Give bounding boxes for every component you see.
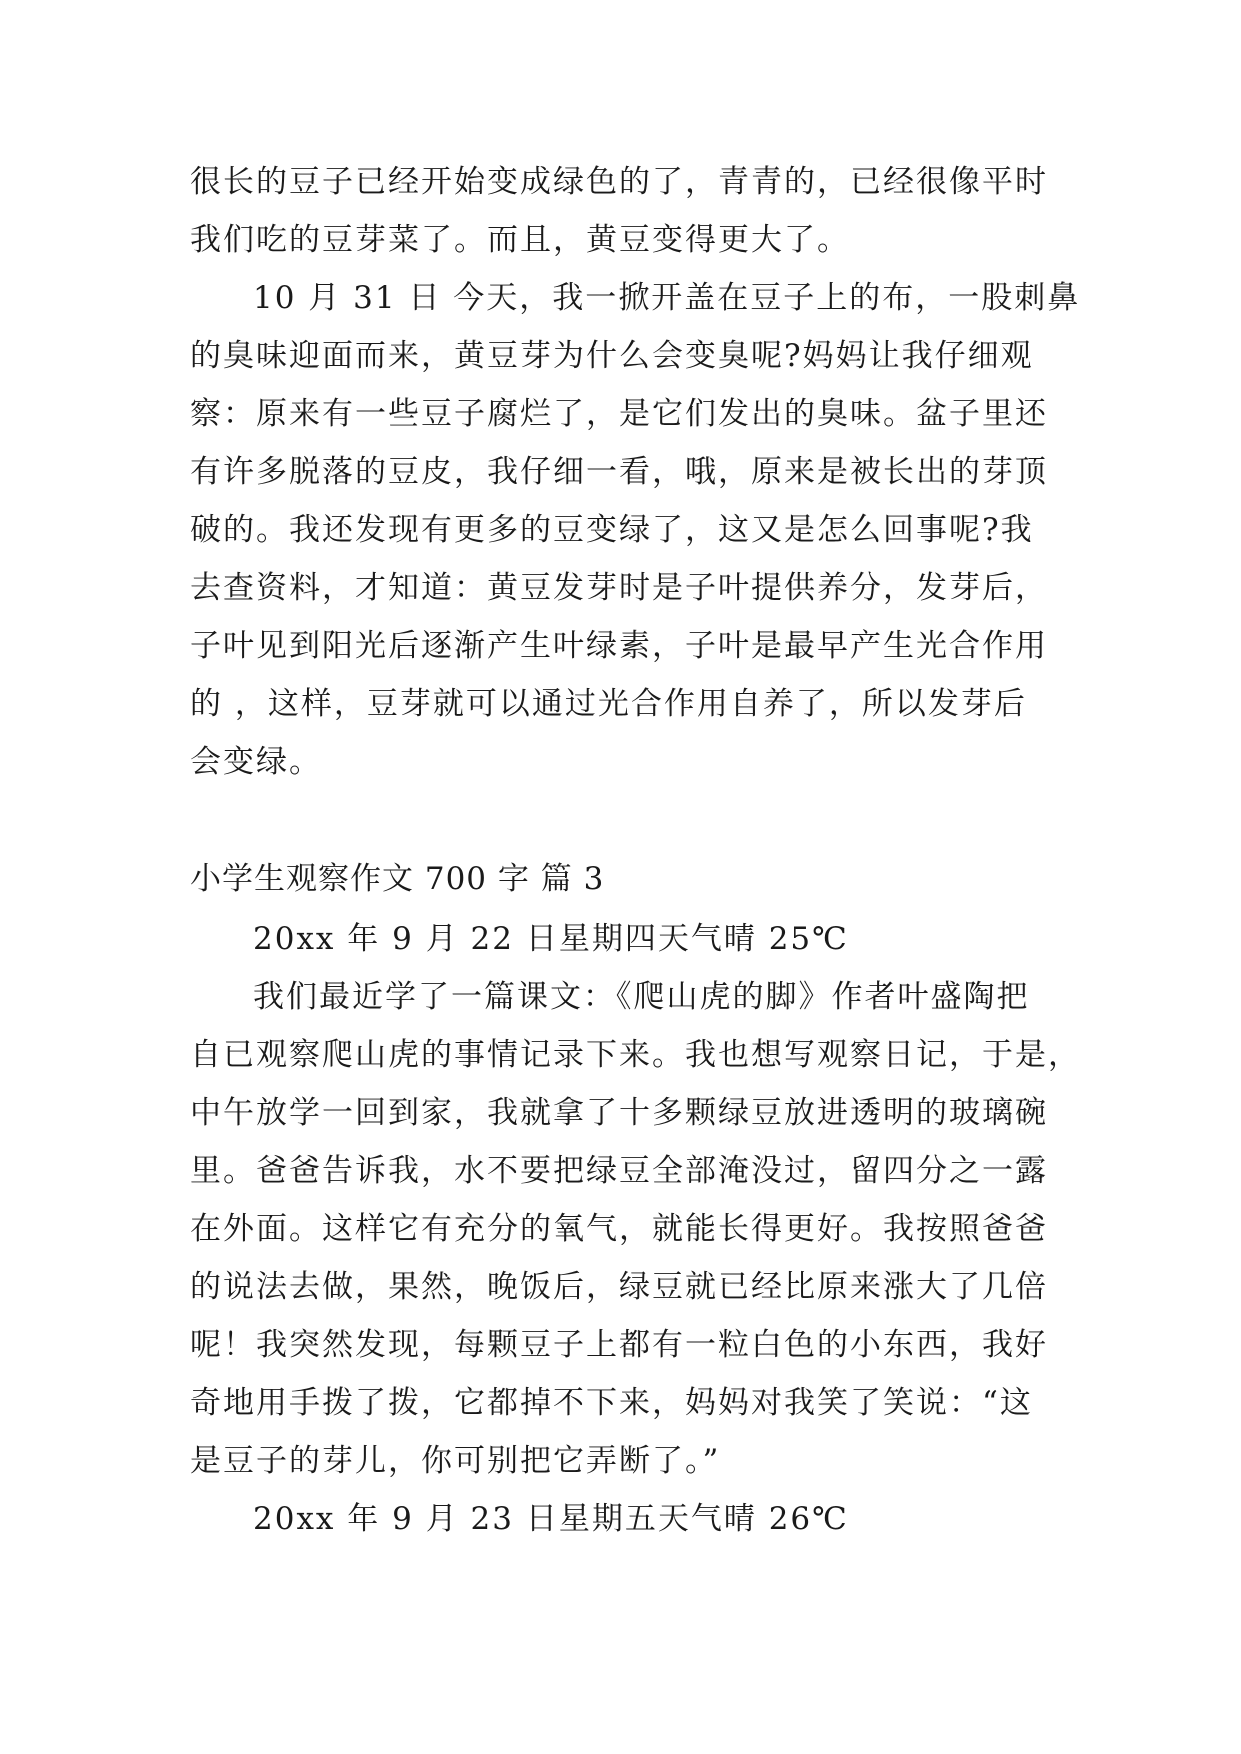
- text-line: 是豆子的芽儿，你可别把它弄断了。”: [190, 1443, 721, 1479]
- text-line: 我们吃的豆芽菜了。而且，黄豆变得更大了。: [190, 222, 850, 258]
- section-3-body: [190, 910, 1081, 1548]
- text-line: 察：原来有一些豆子腐烂了，是它们发出的臭味。盆子里还: [190, 396, 1048, 432]
- text-line: 有许多脱落的豆皮，我仔细一看，哦，原来是被长出的芽顶: [190, 454, 1048, 490]
- text-line: 的说法去做，果然，晚饭后，绿豆就已经比原来涨大了几倍: [190, 1269, 1048, 1305]
- text-line: 破的。我还发现有更多的豆变绿了，这又是怎么回事呢?我: [190, 512, 1034, 548]
- text-line: 在外面。这样它有充分的氧气，就能长得更好。我按照爸爸: [190, 1211, 1048, 1247]
- section-title: 小学生观察作文 700 字 篇 3: [190, 861, 605, 897]
- text-line: 的 ，这样，豆芽就可以通过光合作用自养了，所以发芽后: [190, 686, 1027, 722]
- text-line: 去查资料，才知道：黄豆发芽时是子叶提供养分，发芽后，: [190, 570, 1048, 606]
- diary-entry-date-line: 10 月 31 日 今天，我一掀开盖在豆子上的布，一股刺鼻: [253, 280, 1081, 316]
- text-line: 的臭味迎面而来，黄豆芽为什么会变臭呢?妈妈让我仔细观: [190, 338, 1034, 374]
- text-line: 我们最近学了一篇课文：《爬山虎的脚》作者叶盛陶把: [253, 979, 1030, 1015]
- passage-1: [190, 153, 1081, 791]
- text-line: 子叶见到阳光后逐渐产生叶绿素，子叶是最早产生光合作用: [190, 628, 1048, 664]
- text-line: 中午放学一回到家，我就拿了十多颗绿豆放进透明的玻璃碗: [190, 1095, 1048, 1131]
- text-line: 奇地用手拨了拨，它都掉不下来，妈妈对我笑了笑说：“这: [190, 1385, 1033, 1421]
- text-line: 呢！我突然发现，每颗豆子上都有一粒白色的小东西，我好: [190, 1327, 1048, 1363]
- text-line: 里。爸爸告诉我，水不要把绿豆全部淹没过，留四分之一露: [190, 1153, 1048, 1189]
- text-line: 自已观察爬山虎的事情记录下来。我也想写观察日记，于是，: [190, 1037, 1081, 1073]
- text-line: 会变绿。: [190, 744, 322, 780]
- text-line: 很长的豆子已经开始变成绿色的了，青青的，已经很像平时: [190, 164, 1048, 200]
- diary-date-line: 20xx 年 9 月 22 日星期四天气晴 25℃: [253, 921, 849, 957]
- diary-date-line: 20xx 年 9 月 23 日星期五天气晴 26℃: [253, 1501, 849, 1537]
